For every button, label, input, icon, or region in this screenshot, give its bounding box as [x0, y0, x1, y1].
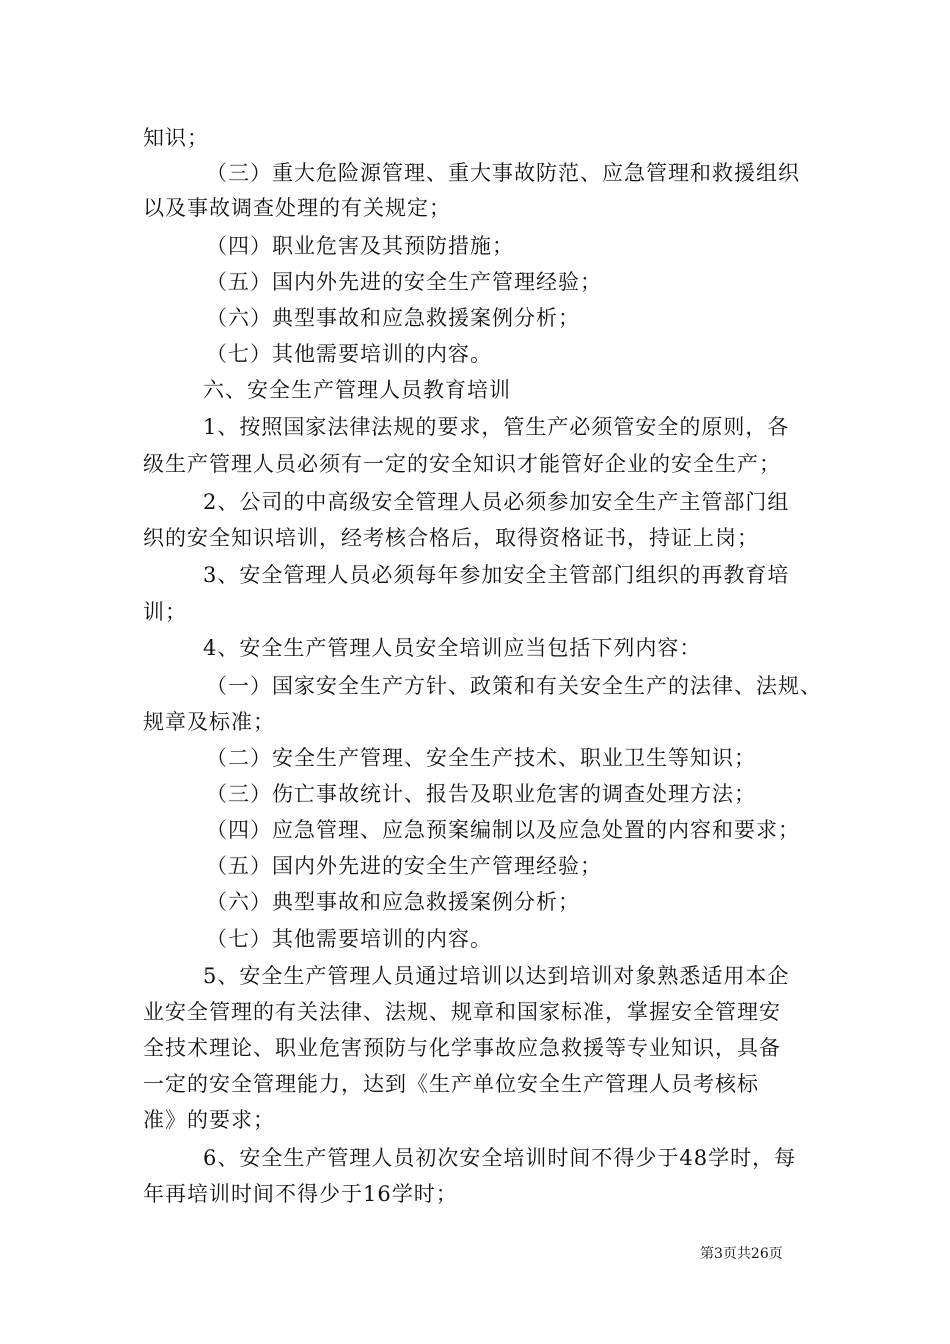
- text-line: 训；: [143, 600, 187, 624]
- text-line: （四）应急管理、应急预案编制以及应急处置的内容和要求；: [206, 818, 800, 842]
- text-line: 一定的安全管理能力，达到《生产单位安全生产管理人员考核标: [143, 1072, 759, 1096]
- text-line: 知识；: [143, 126, 209, 150]
- text-line: 全技术理论、职业危害预防与化学事故应急救援等专业知识，具备: [143, 1036, 781, 1060]
- text-line: （七）其他需要培训的内容。: [206, 342, 492, 366]
- text-line: （七）其他需要培训的内容。: [206, 927, 492, 951]
- text-line: 以及事故调查处理的有关规定；: [143, 196, 451, 220]
- text-line: 2、公司的中高级安全管理人员必须参加安全生产主管部门组: [203, 490, 790, 514]
- page-number: 第3页共26页: [700, 1246, 783, 1262]
- text-line: 规章及标准；: [143, 710, 275, 734]
- text-line: 织的安全知识培训，经考核合格后，取得资格证书，持证上岗；: [143, 526, 759, 550]
- text-line: 3、安全管理人员必须每年参加安全主管部门组织的再教育培: [203, 563, 790, 587]
- text-line: （三）伤亡事故统计、报告及职业危害的调查处理方法；: [206, 782, 756, 806]
- section-heading: 六、安全生产管理人员教育培训: [203, 378, 511, 402]
- text-line: 1、按照国家法律法规的要求，管生产必须管安全的原则，各: [203, 415, 790, 439]
- text-line: 年再培训时间不得少于16学时；: [143, 1182, 458, 1206]
- text-line: 5、安全生产管理人员通过培训以达到培训对象熟悉适用本企: [203, 964, 790, 988]
- text-line: （五）国内外先进的安全生产管理经验；: [206, 270, 602, 294]
- text-line: （六）典型事故和应急救援案例分析；: [206, 890, 580, 914]
- text-line: （二）安全生产管理、安全生产技术、职业卫生等知识；: [206, 746, 756, 770]
- text-line: 准》的要求；: [143, 1108, 275, 1132]
- text-line: （三）重大危险源管理、重大事故防范、应急管理和救援组织: [206, 161, 800, 185]
- text-line: 6、安全生产管理人员初次安全培训时间不得少于48学时，每: [203, 1146, 797, 1170]
- text-line: （一）国家安全生产方针、政策和有关安全生产的法律、法规、: [206, 674, 822, 698]
- text-line: 业安全管理的有关法律、法规、规章和国家标准，掌握安全管理安: [143, 1000, 781, 1024]
- text-line: 级生产管理人员必须有一定的安全知识才能管好企业的安全生产；: [143, 452, 781, 476]
- text-line: （六）典型事故和应急救援案例分析；: [206, 306, 580, 330]
- text-line: 4、安全生产管理人员安全培训应当包括下列内容：: [203, 636, 702, 660]
- text-line: （五）国内外先进的安全生产管理经验；: [206, 854, 602, 878]
- text-line: （四）职业危害及其预防措施；: [206, 234, 514, 258]
